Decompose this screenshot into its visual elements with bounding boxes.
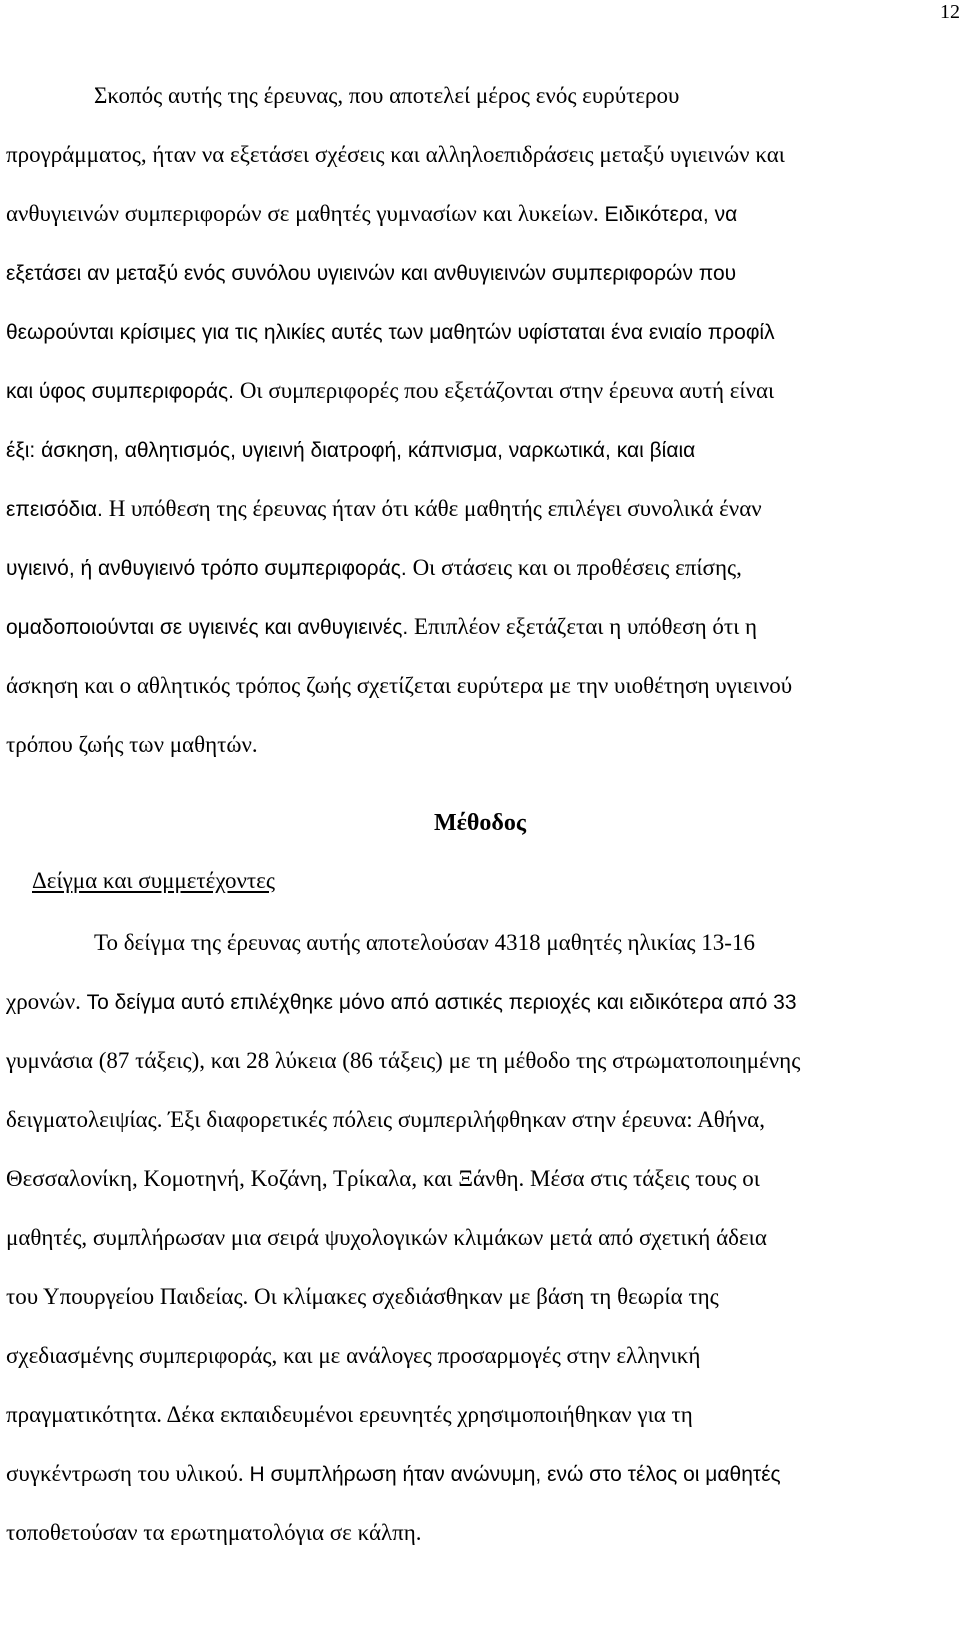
text-line <box>6 1047 960 1075</box>
text-segment: Το δείγμα αυτό επιλέχθηκε μόνο από αστικές περιοχές και ειδικότερα από 33 <box>86 991 797 1014</box>
text-segment: προγράμματος, ήταν να εξετάσει σχέσεις και αλληλοεπιδράσεις μεταξύ υγιεινών και <box>6 142 785 167</box>
text-line <box>94 929 960 957</box>
text-segment: του Υπουργείου Παιδείας. Οι κλίμακες σχεδιάσθηκαν με βάση τη θεωρία της <box>6 1284 719 1309</box>
text-segment: Το δείγμα της έρευνας αυτής αποτελούσαν 4318 μαθητές ηλικίας 13-16 <box>94 930 755 955</box>
text-line <box>6 554 960 583</box>
text-line <box>6 318 960 347</box>
text-line <box>6 613 960 642</box>
text-segment: Οι συμπεριφορές που εξετάζονται στην έρευνα αυτή είναι <box>239 378 775 403</box>
text-segment: σχεδιασμένης συμπεριφοράς, και με ανάλογες προσαρμογές στην ελληνική <box>6 1343 701 1368</box>
section-heading-method: Μέθοδος <box>433 810 526 836</box>
text-line <box>6 1165 960 1193</box>
page-number: 12 <box>940 1 960 23</box>
text-segment: μαθητές, συμπλήρωσαν μια σειρά ψυχολογικών κλιμάκων μετά από σχετική άδεια <box>6 1225 767 1250</box>
text-line <box>6 1401 960 1429</box>
text-segment: θεωρούνται κρίσιμες για τις ηλικίες αυτές των μαθητών υφίσταται ένα ενιαίο προφίλ <box>6 321 775 344</box>
text-line <box>6 377 960 406</box>
text-segment: γυμνάσια (87 τάξεις), και 28 λύκεια (86 τάξεις) με τη μέθοδο της στρωματοποιημένης <box>6 1048 801 1073</box>
text-line <box>94 82 960 110</box>
text-segment: χρονών. <box>6 989 87 1014</box>
text-segment: Η συμπλήρωση ήταν ανώνυμη, ενώ στο τέλος οι μαθητές <box>249 1463 781 1486</box>
text-segment: υγιεινό, ή ανθυγιεινό τρόπο συμπεριφοράς. <box>6 557 413 580</box>
text-line <box>6 436 960 465</box>
subsection-heading-sample: Δείγμα και συμμετέχοντες <box>32 868 275 893</box>
text-line <box>6 988 960 1017</box>
text-segment: Η υπόθεση της έρευνας ήταν ότι κάθε μαθητής επιλέγει συνολικά έναν <box>108 496 762 521</box>
text-segment: και ύφος συμπεριφοράς. <box>6 380 240 403</box>
text-segment: Ειδικότερα, να <box>604 203 738 226</box>
text-segment: ομαδοποιούνται σε υγιεινές και ανθυγιεινές. <box>6 616 415 639</box>
text-segment: Οι στάσεις και οι προθέσεις επίσης, <box>412 555 742 580</box>
text-segment: τοποθετούσαν τα ερωτηματολόγια σε κάλπη. <box>6 1520 422 1545</box>
text-line <box>6 1342 960 1370</box>
text-segment: τρόπου ζωής των μαθητών. <box>6 732 258 757</box>
text-segment: επεισόδια. <box>6 498 109 521</box>
text-segment: ανθυγιεινών συμπεριφορών σε μαθητές γυμνασίων και λυκείων. <box>6 201 605 226</box>
text-segment: δειγματολειψίας. Έξι διαφορετικές πόλεις συμπεριλήφθηκαν στην έρευνα: Αθήνα, <box>6 1107 765 1132</box>
text-segment: Επιπλέον εξετάζεται η υπόθεση ότι η <box>414 614 758 639</box>
text-line <box>6 1106 960 1134</box>
text-segment: Θεσσαλονίκη, Κομοτηνή, Κοζάνη, Τρίκαλα, και Ξάνθη. Μέσα στις τάξεις τους οι <box>6 1166 760 1191</box>
text-segment: συγκέντρωση του υλικού. <box>6 1461 250 1486</box>
text-line <box>6 1224 960 1252</box>
text-segment: έξι: άσκηση, αθλητισμός, υγιεινή διατροφή, κάπνισμα, ναρκωτικά, και βίαια <box>6 439 696 462</box>
text-line <box>6 141 960 169</box>
text-line <box>6 672 960 700</box>
text-line <box>6 1519 960 1547</box>
text-segment: Σκοπός αυτής της έρευνας, που αποτελεί μέρος ενός ευρύτερου <box>94 83 680 108</box>
text-segment: εξετάσει αν μεταξύ ενός συνόλου υγιεινών και ανθυγιεινών συμπεριφορών που <box>6 262 737 285</box>
text-line <box>6 1460 960 1489</box>
text-segment: πραγματικότητα. Δέκα εκπαιδευμένοι ερευνητές χρησιμοποιήθηκαν για τη <box>6 1402 693 1427</box>
text-segment: άσκηση και ο αθλητικός τρόπος ζωής σχετίζεται ευρύτερα με την υιοθέτηση υγιεινού <box>6 673 793 698</box>
text-line <box>6 495 960 524</box>
text-line <box>6 259 960 288</box>
text-line <box>6 200 960 229</box>
text-line <box>6 731 960 759</box>
text-line <box>6 1283 960 1311</box>
